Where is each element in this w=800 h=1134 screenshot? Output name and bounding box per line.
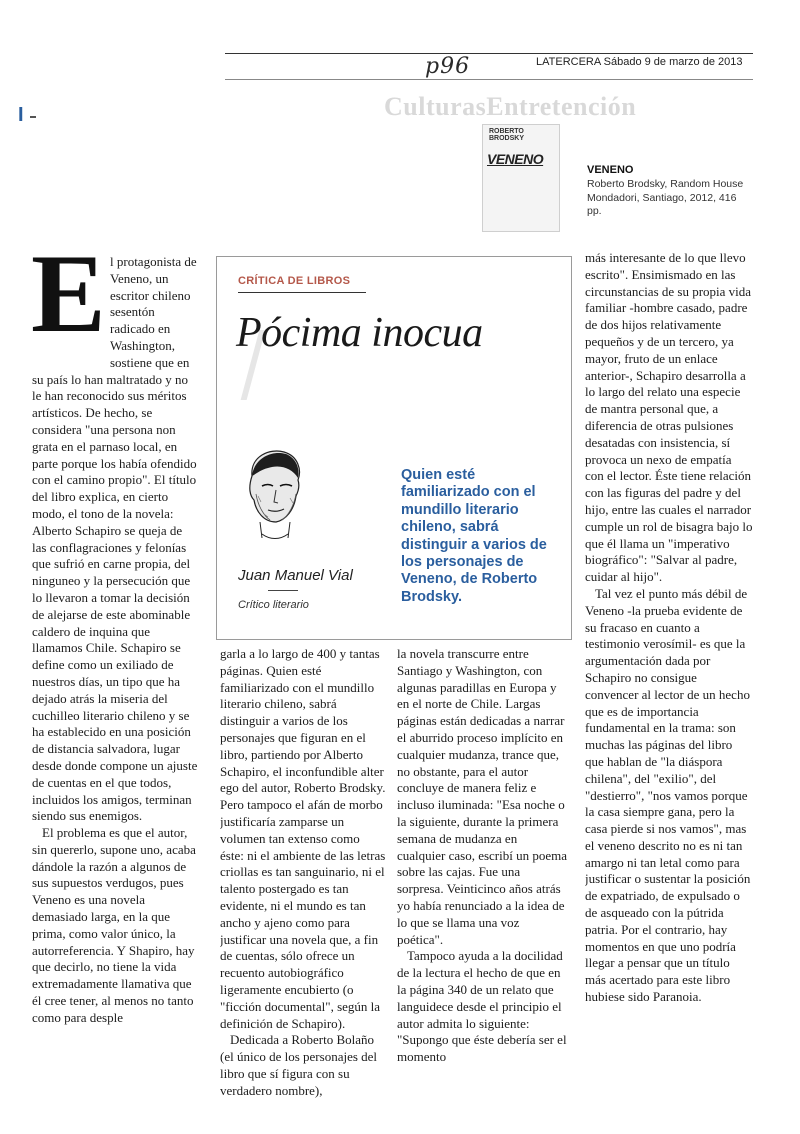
section-kicker: CRÍTICA DE LIBROS	[238, 275, 351, 287]
header-rule-bottom	[225, 79, 753, 80]
headline: Pócima inocua	[236, 310, 483, 356]
article-paragraph: garla a lo largo de 400 y tantas páginas. Quien esté familiarizado con el mundillo literario chileno, sabrá distinguir a varios de los personajes que figuran en el libro, partiendo por Alberto Schapiro, el inconfundible alter ego del autor, Roberto Brodsky. Pero tampoco el afán de morbo justificaría zamparse un volumen tan extenso como éste: ni el ambiente de las letras criollas es tan sanguinario, ni el talento postergado es tan evidente, ni el mundo es tan ancho y ajeno como para justificar una novela que, a fin de cuentas, sólo ofrece un recuento autobiográfico ligeramente encubierto (o "ficción documental", según la definición de Schapiro).	[220, 646, 386, 1031]
book-cover-title: VENENO	[487, 151, 544, 167]
section-tick	[30, 116, 36, 118]
book-cover	[482, 124, 560, 232]
article-paragraph: Tal vez el punto más débil de Veneno -la prueba evidente de su fracaso en cuanto a testimonio verosímil- es que la argumentación dada por Schapiro no consigue convencer al lector de un hecho que es de importancia fundamental en la trama: son muchas las páginas del libro que hablan de "la diáspora chilena", del "exilio", del "destierro", "nos vamos porque la casa siempre gana, pero la casa pierde si nos vamos", mas el veneno descrito no es ni tan amargo ni tan letal como para justificar o sustentar la posición de expatriado, de expulsado o de asqueado con la pútrida patria. Por el contrario, hay momentos en que uno podría llegar a pensar que un título más acertado para este libro hubiese sido Paranoia.	[585, 585, 751, 1005]
article-paragraph: Dedicada a Roberto Bolaño (el único de los personajes del libro que sí figura con su verdadero nombre),	[220, 1032, 378, 1098]
drop-cap-spacer	[32, 254, 110, 358]
article-column-1	[32, 254, 199, 1134]
section-bullet: I	[18, 104, 24, 126]
book-cover-author: ROBERTO BRODSKY	[489, 128, 525, 142]
book-details: Roberto Brodsky, Random House Mondadori, Santiago, 2012, 416 pp.	[587, 178, 744, 218]
drop-cap: E	[31, 232, 106, 356]
article-paragraph: El problema es que el autor, sin quererlo, supone uno, acaba dándole la razón a algunos de sus supuestos verdugos, pues Veneno es una novela demasiado larga, en la que prima, como valor único, la autorreferencia. Y Shapiro, hay que decirlo, no tiene la vida extremadamente llamativa que él cree tener, al menos no tanto como para desple	[32, 825, 196, 1025]
book-title: VENENO	[587, 164, 634, 176]
article-paragraph: l protagonista de Veneno, un escritor chileno sesentón radicado en Washington, sostiene que en su país lo han maltratado y no le han reconocido sus méritos artísticos. De hecho, se considera "una persona non grata en el parnaso local, en parte porque los había ofendido con el camino propio". El título del libro explica, en cierto modo, el tono de la novela: Alberto Schapiro se queja de las conflagraciones y felonías que sufrió en carne propia, del ninguneo y la persecución que lo llevaron a tomar la decisión de alejarse de este abominable caldero de inquina que llamamos Chile. Schapiro se define como un exiliado de nuestros días, un tipo que ha dejado atrás la miseria del cuchilleo literario chileno y se ha establecido en una posición de distancia salvadora, lugar desde donde compone un ajuste de cuentas en el que todos, incluidos los amigos, terminan siendo sus enemigos.	[32, 254, 198, 824]
article-column-3	[397, 646, 568, 1132]
author-role: Crítico literario	[238, 599, 309, 611]
article-column-4	[585, 250, 753, 1132]
kicker-underline	[238, 292, 366, 293]
portrait-illustration	[240, 446, 308, 542]
author-portrait	[240, 446, 308, 542]
article-column-2	[220, 646, 386, 1132]
article-paragraph: la novela transcurre entre Santiago y Washington, con algunas paradillas en Europa y en el norte de Chile. Largas páginas están dedicadas a narrar el aburrido proceso implícito en cualquier mudanza, trance que, no obstante, para el autor concluye de manera feliz e incluso iluminada: "Esa noche o la siguiente, durante la primera semana de mudanza en cualquier caso, escribí un poema sobre las cajas. Fue una sorpresa. Veinticinco años atrás yo había renunciado a la idea de lo que se llama una voz poética".	[397, 646, 568, 947]
bleed-through-text: CulturasEntretención	[384, 92, 637, 121]
author-name: Juan Manuel Vial	[238, 567, 353, 584]
handwritten-page-number: p96	[425, 54, 471, 79]
author-name-rule	[268, 590, 298, 591]
header-rule	[225, 53, 753, 54]
article-paragraph: Tampoco ayuda a la docilidad de la lectura el hecho de que en la página 340 de un relato que languidece desde el principio el autor admita lo siguiente: "Supongo que éste debería ser el momento	[397, 948, 567, 1065]
pull-quote: Quien esté familiarizado con el mundillo literario chileno, sabrá distinguir a varios de los personajes de Veneno, de Roberto Brodsky.	[401, 467, 547, 605]
article-paragraph: más interesante de lo que llevo escrito". Ensimismado en las circunstancias de su propia vida familiar -hombre casado, padre de dos hijos relativamente pequeños y de un tercero, ya mayor, fruto de un enlace anterior-, Schapiro desarrolla a lo largo del relato una especie de mantra personal que, a diferencia de otras pulsiones desatadas con insistencia, sí provoca un nexo de empatía con el lector. Éste tiene relación con las figuras del padre y del hijo, entre las cuales el narrador cumple un rol de bisagra bajo lo que él llama un "imperativo biográfico": "Salvar al padre, cuidar al hijo".	[585, 250, 753, 585]
masthead: LATERCERA Sábado 9 de marzo de 2013	[536, 56, 743, 68]
